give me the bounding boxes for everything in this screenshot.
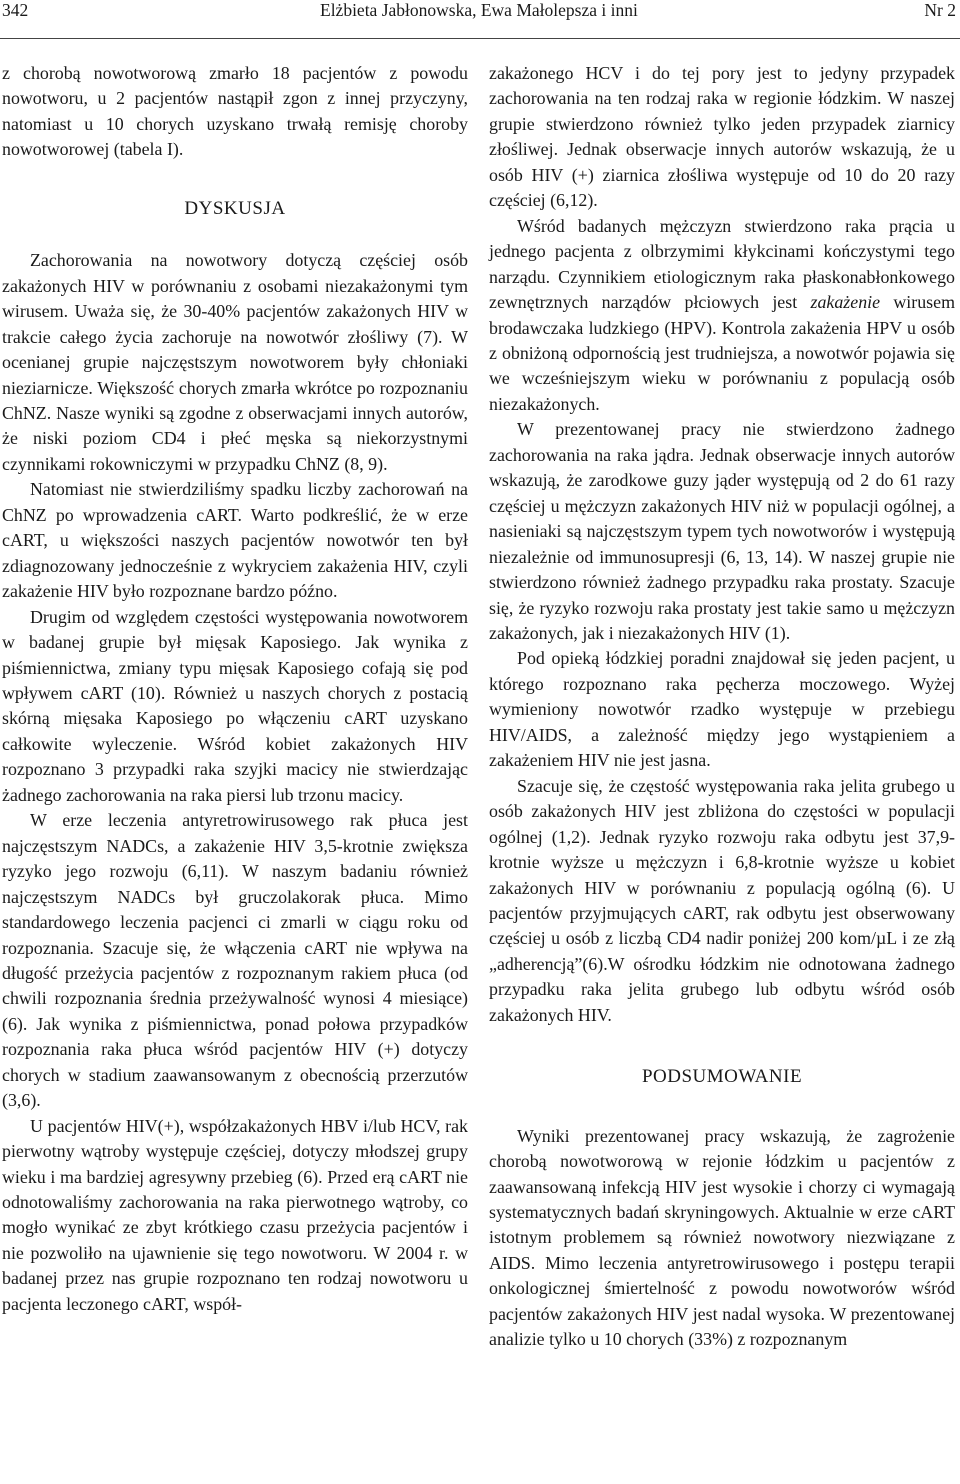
paragraph: Zachorowania na nowotwory dotyczą częściej osób zakażonych HIV w porównaniu z osobami niezakażonymi tym wirusem. Uważa się, że 30-40% pacjentów zakażonych HIV w trakcie całego życia zachoruje na nowotwór złośliwy (7). W ocenianej grupie najczęstszym nowotworem były chłoniaki nieziarnicze. Większość chorych zmarła wkrótce po rozpoznaniu ChNZ. Nasze wyniki są zgodne z obserwacjami innych autorów, że niski poziom CD4 i płeć męska są niekorzystnymi czynnikami rokowniczymi w przypadku ChNZ (8, 9). <box>2 250 468 474</box>
text-run: wirusem brodawczaka ludzkiego (HPV). Kontrola zakażenia HPV u osób z obniżoną odpornością jest trudniejsza, a nowotwór pojawia się we wcześniejszym wieku w porównaniu z populacją osób niezakażonych. <box>489 292 955 414</box>
running-head <box>0 0 960 40</box>
paragraph: W erze leczenia antyretrowirusowego rak płuca jest najczęstszym NADCs, a zakażenie HIV 3,5-krotnie zwiększa ryzyko jego rozwoju (6,11). W naszym badaniu również najczęstszym NADCs był gruczolakorak płuca. Mimo standardowego leczenia pacjenci ci zmarli w ciągu roku od rozpoznania. Szacuje się, że włączenia cART nie wpływa na długość przeżycia pacjentów z rozpoznanym rakiem płuca (od chwili rozpoznania średnia przeżywalność wynosi 4 miesiące) (6). Jak wynika z piśmiennictwa, ponad połowa przypadków rozpoznania raka płuca wśród pacjentów HIV (+) dotyczy chorych w stadium zaawansowanym z obecnością przerzutów (3,6). <box>2 810 468 1111</box>
paragraph: Natomiast nie stwierdziliśmy spadku liczby zachorowań na ChNZ po wprowadzenia cART. Warto podkreślić, że w erze cART, u większości naszych pacjentów nowotwór ten był zdiagnozowany jednocześnie z wykryciem zakażenia HIV, czyli zakażenie HIV było rozpoznane bardzo późno. <box>2 479 468 602</box>
paragraph: Drugim od względem częstości występowania nowotworem w badanej grupie był mięsak Kaposiego. Jak wynika z piśmiennictwa, zmiany typu mięsak Kaposiego cofają się pod wpływem cART (10). Również u naszych chorych z postacią skórną mięsaka Kaposiego po włączeniu cART uzyskano całkowite wyleczenie. Wśród kobiet zakażonych HIV rozpoznano 3 przypadki raka szyjki macicy nie stwierdzając żadnego zachorowania na raka piersi lub trzonu macicy. <box>2 606 468 805</box>
running-head-authors: Elżbieta Jabłonowska, Ewa Małolepsza i inni <box>320 0 638 20</box>
paragraph: z chorobą nowotworową zmarło 18 pacjentów z powodu nowotworu, u 2 pacjentów nastąpił zgon z innej przyczyny, natomiast u 10 chorych uzyskano trwałą remisję choroby nowotworowej (tabela I). <box>2 63 468 160</box>
paragraph: U pacjentów HIV(+), współzakażonych HBV i/lub HCV, rak pierwotny wątroby występuje częściej, dotyczy młodszej grupy wieku i ma bardziej agresywny przebieg (6). Przed erą cART nie odnotowaliśmy zachorowania na raka pierwotnego wątroby, co mogło wynikać ze zbyt krótkiego czasu przeżycia pacjentów i nie pozwoliło na ujawnienie się tego nowotworu. W 2004 r. w badanej przez nas grupie rozpoznano ten rodzaj nowotworu u pacjenta leczonego cART, współ- <box>2 1115 468 1314</box>
paragraph: zakażonego HCV i do tej pory jest to jedyny przypadek zachorowania na ten rodzaj raka w regionie łódzkim. W naszej grupie stwierdzono również tylko jeden przypadek ziarnicy złośliwej. Jednak obserwacje innych autorów wskazują, że u osób HIV (+) ziarnica złośliwa występuje od 10 do 20 razy częściej (6,12). <box>489 63 955 211</box>
section-heading-podsumowanie: PODSUMOWANIE <box>641 1066 803 1088</box>
text-run: Wśród badanych mężczyzn stwierdzono raka prącia u jednego pacjenta z olbrzymimi kłykcinami kończystymi tego narządu. Czynnikiem etiologicznym raka płaskonabłonkowego zewnętrznych narządów płciowych jest <box>489 215 955 313</box>
section-heading-dyskusja: DYSKUSJA <box>184 197 286 219</box>
emphasis: zakażenie <box>810 292 881 313</box>
page-number: 342 <box>2 0 29 20</box>
header-rule <box>0 38 960 39</box>
left-column <box>2 61 468 1317</box>
issue-number: Nr 2 <box>924 0 956 20</box>
right-column <box>489 61 955 1353</box>
paragraph: Szacuje się, że częstość występowania raka jelita grubego u osób zakażonych HIV jest zbliżona do częstości w populacji ogólnej (1,2). Jednak ryzyko rozwoju raka odbytu jest 37,9-krotnie wyższe u mężczyzn i 6,8-krotnie wyższe u kobiet zakażonych HIV w porównaniu z populacją ogólną (6). U pacjentów przyjmujących cART, rak odbytu jest obserwowany częściej u osób z liczbą CD4 nadir poniżej 200 kom/µL i ze złą „adherencją”(6).W ośrodku łódzkim nie odnotowana żadnego przypadku raka jelita grubego lub odbytu wśród osób zakażonych HIV. <box>489 775 955 1025</box>
paragraph: W prezentowanej pracy nie stwierdzono żadnego zachorowania na raka jądra. Jednak obserwacje innych autorów wskazują, że zarodkowe guzy jąder występują od 2 do 61 razy częściej u mężczyzn zakażonych HIV niż w populacji ogólnej, a nasieniaki są najczęstszym typem tych nowotworów i występują niezależnie od immunosupresji (6, 13, 14). W naszej grupie nie stwierdzono również żadnego przypadku raka prostaty. Szacuje się, że ryzyko rozwoju raka prostaty jest takie samo u mężczyzn zakażonych, jak i niezakażonych HIV (1). <box>489 419 955 643</box>
paragraph: Wyniki prezentowanej pracy wskazują, że zagrożenie chorobą nowotworową w rejonie łódzkim u pacjentów z zaawansowaną infekcją HIV jest wysokie i chorzy ci wymagają systematycznych badań skryningowych. Aktualnie w erze cART istotnym problemem są również nowotwory niezwiązane z AIDS. Mimo leczenia antyretrowirusowego i postępu terapii onkologicznej śmiertelność z powodu nowotworów wśród pacjentów zakażonych HIV jest nadal wysoka. W prezentowanej analizie tylko u 10 chorych (33%) z rozpoznanym <box>489 1125 955 1350</box>
paragraph: Pod opieką łódzkiej poradni znajdował się jeden pacjent, u którego rozpoznano raka pęcherza moczowego. Wyżej wymieniony nowotwór rzadko występuje w przebiegu HIV/AIDS, a zależność między jego wystąpieniem a zakażeniem HIV nie jest jasna. <box>489 648 955 771</box>
paragraph <box>489 214 955 418</box>
